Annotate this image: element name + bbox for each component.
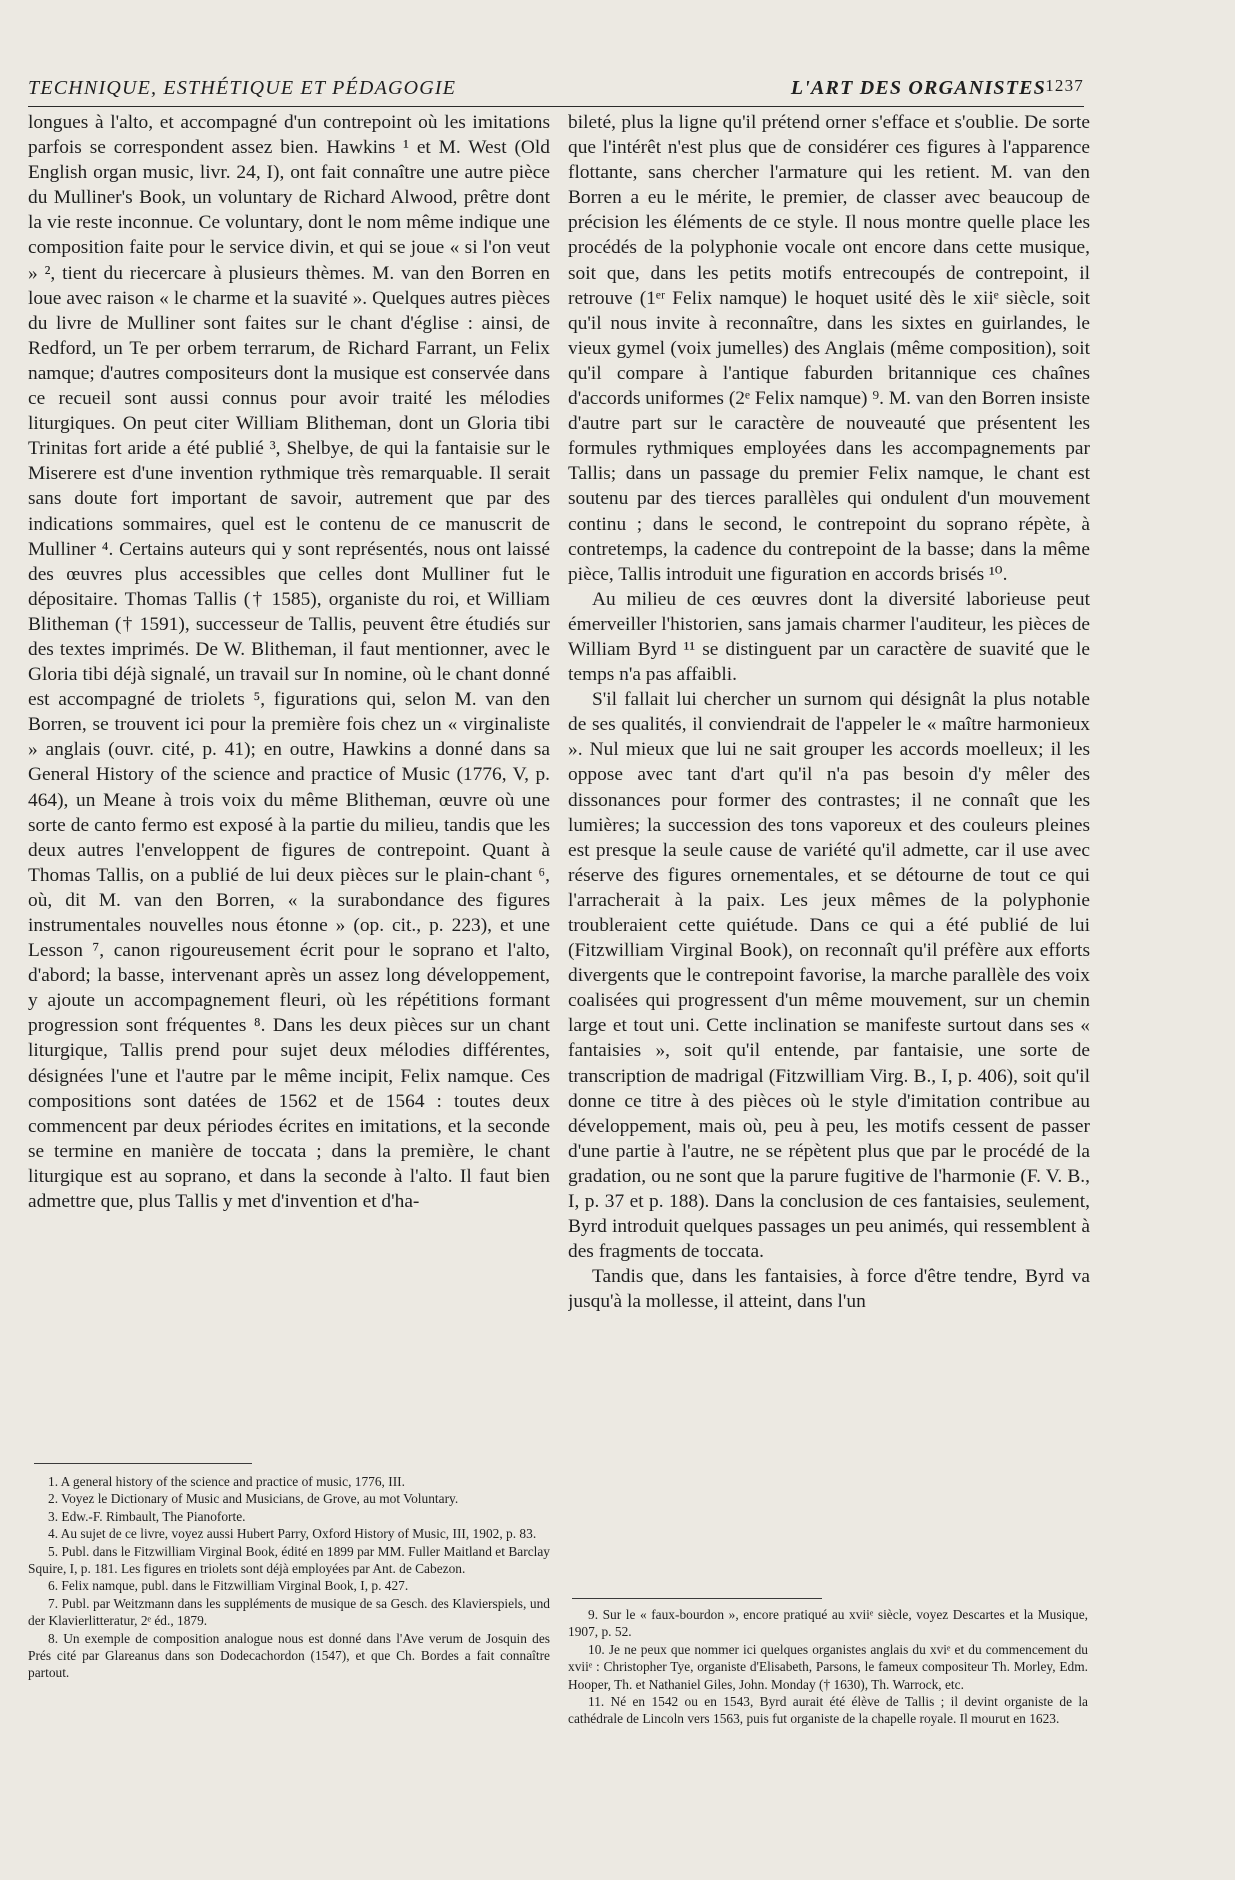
footnote-9: 9. Sur le « faux-bourdon », encore pratiqué au xviiᵉ siècle, voyez Descartes et la Musique, 1907, p. 52.	[568, 1607, 1088, 1640]
footnote-divider-left	[34, 1463, 252, 1464]
footnotes-right	[568, 1606, 1088, 1816]
footnotes-left	[28, 1473, 550, 1813]
footnote-10: 10. Je ne peux que nommer ici quelques organistes anglais du xviᵉ et du commencement du xviiᵉ : Christopher Tye, organiste d'Elisabeth, Parsons, le fameux compositeur Th. Morley, Edm. Hooper, Th. et Nathaniel Giles, John. Monday († 1630), Th. Warrock, etc.	[568, 1641, 1088, 1692]
running-header	[28, 68, 1084, 107]
footnote-7: 7. Publ. par Weitzmann dans les suppléments de musique de sa Gesch. des Klavierspiels, und der Klavierlitteratur, 2ᵉ éd., 1879.	[28, 1595, 550, 1629]
footnote-11: 11. Né en 1542 ou en 1543, Byrd aurait été élève de Tallis ; il devint organiste de la cathédrale de Lincoln vers 1563, puis fut organiste de la chapelle royale. Il mourut en 1623.	[568, 1694, 1088, 1727]
footnote-2: 2. Voyez le Dictionary of Music and Musicians, de Grove, au mot Voluntary.	[48, 1491, 459, 1507]
header-right-title: L'ART DES ORGANISTES	[790, 77, 1046, 99]
right-column	[568, 110, 1090, 1458]
left-paragraph-1: longues à l'alto, et accompagné d'un contrepoint où les imitations parfois se correspondent assez bien. Hawkins ¹ et M. West (Old English organ music, livr. 24, I), ont fait connaître une autre pièce du Mulliner's Book, un voluntary de Richard Alwood, prêtre dont la vie reste inconnue. Ce voluntary, dont le nom même indique une composition faite pour le service divin, et qui se joue « si l'on veut » ², tient du riecercare à plusieurs thèmes. M. van den Borren en loue avec raison « le charme et la suavité ». Quelques autres pièces du livre de Mulliner sont faites sur le chant d'église : ainsi, de Redford, un Te per orbem terrarum, de Richard Farrant, un Felix namque; d'autres compositeurs dont la musique est conservée dans ce recueil sont aussi connus pour avoir traité les mélodies liturgiques. On peut citer William Blitheman, dont un Gloria tibi Trinitas fort aride a été publié ³, Shelbye, de qui la fantaisie sur le Miserere est d'une invention rythmique très remarquable. Il serait sans doute fort important de savoir, autrement que par des indications sommaires, quel est le contenu de ce manuscrit de Mulliner ⁴. Certains auteurs qui y sont représentés, nous ont laissé des œuvres plus accessibles que celles dont Mulliner fut le dépositaire. Thomas Tallis († 1585), organiste du roi, et William Blitheman († 1591), successeur de Tallis, peuvent être étudiés sur des textes imprimés. De W. Blitheman, il faut mentionner, avec le Gloria tibi déjà signalé, un travail sur In nomine, où le chant donné est accompagné de triolets ⁵, figurations qui, selon M. van den Borren, se trouvent ici pour la première fois chez un « virginaliste » anglais (ouvr. cité, p. 41); en outre, Hawkins a donné dans sa General History of the science and practice of Music (1776, V, p. 464), un Meane à trois voix du même Blitheman, œuvre où une sorte de canto fermo est exposé à la partie du milieu, tandis que les deux autres l'enveloppent de figures de contrepoint. Quant à Thomas Tallis, on a publié de lui deux pièces sur le plain-chant ⁶, où, dit M. van den Borren, « la surabondance des figures instrumentales nouvelles nous étonne » (op. cit., p. 223), et une Lesson ⁷, canon rigoureusement écrit pour le soprano et l'alto, d'abord; la basse, intervenant après un assez long développement, y ajoute un accompagnement fleuri, où les répétitions formant progression sont fréquentes ⁸. Dans les deux pièces sur un chant liturgique, Tallis prend pour sujet deux mélodies différentes, désignées l'une et l'autre par le même incipit, Felix namque. Ces compositions sont datées de 1562 et de 1564 : toutes deux commencent par deux périodes écrites en imitations, et la seconde se termine en manière de toccata ; dans la première, le chant liturgique est au soprano, et dans la seconde à l'alto. Il faut bien admettre que, plus Tallis y met d'invention et d'ha-	[28, 112, 550, 1213]
left-column	[28, 110, 550, 1458]
footnote-5: 5. Publ. dans le Fitzwilliam Virginal Book, édité en 1899 par MM. Fuller Maitland et Barclay Squire, I, p. 181. Les figures en triolets sont déjà employées par Ant. de Cabezon.	[28, 1543, 550, 1577]
footnote-6: 6. Felix namque, publ. dans le Fitzwilliam Virginal Book, I, p. 427.	[48, 1578, 409, 1594]
right-paragraph-1: bileté, plus la ligne qu'il prétend orner s'efface et s'oublie. De sorte que l'intérêt n'est plus que de considérer ces figures à l'apparence flottante, sans chercher l'armature qui les retient. M. van den Borren a eu le mérite, le premier, de classer avec beaucoup de précision les éléments de ce style. Il nous montre quelle place les procédés de la polyphonie vocale ont encore dans cette musique, soit que, dans les petits motifs entrecoupés de contrepoint, il retrouve (1ᵉʳ Felix namque) le hoquet usité dès le xiiᵉ siècle, soit qu'il nous invite à reconnaître, dans les sixtes en guirlandes, le vieux gymel (voix jumelles) des Anglais (même composition), soit qu'il compare à l'antique faburden britannique ces chaînes d'accords uniformes (2ᵉ Felix namque) ⁹. M. van den Borren insiste d'autre part sur le caractère de nouveauté que présentent les formules rythmiques employées dans les accompagnements par Tallis; dans un passage du premier Felix namque, le chant est soutenu par des tierces parallèles qui ondulent d'un mouvement continu ; dans le second, le contrepoint du soprano répète, à contretemps, la cadence du contrepoint de la basse; dans la même pièce, Tallis introduit une figuration en accords brisés ¹⁰.	[568, 112, 1090, 585]
header-left-title: TECHNIQUE, ESTHÉTIQUE ET PÉDAGOGIE	[28, 77, 457, 99]
footnote-3: 3. Edw.-F. Rimbault, The Pianoforte.	[48, 1508, 246, 1524]
footnote-1: 1. A general history of the science and practice of music, 1776, III.	[48, 1474, 405, 1489]
footnote-4: 4. Au sujet de ce livre, voyez aussi Hubert Parry, Oxford History of Music, III, 1902, p. 83.	[48, 1526, 537, 1542]
right-paragraph-4: Tandis que, dans les fantaisies, à force d'être tendre, Byrd va jusqu'à la mollesse, il atteint, dans l'un	[568, 1266, 1090, 1313]
footnote-8: 8. Un exemple de composition analogue nous est donné dans l'Ave verum de Josquin des Prés cité par Glareanus dans son Dodecachordon (1547), et que Ch. Bordes a fait connaître partout.	[28, 1630, 550, 1681]
right-paragraph-3: S'il fallait lui chercher un surnom qui désignât la plus notable de ses qualités, il conviendrait de l'appeler le « maître harmonieux ». Nul mieux que lui ne sait grouper les accords moelleux; il les oppose avec tant d'art qu'il n'a pas besoin d'y mêler des dissonances pour former des contrastes; il ne connaît que les lumières; la succession des tons vaporeux et des couleurs pleines est presque la seule cause de variété qu'il admette, car il use avec réserve des figures ornementales, et se détourne de tout ce qui l'arracherait à la paix. Les jeux mêmes de la polyphonie troubleraient cette quiétude. Dans ce qui a été publié de lui (Fitzwilliam Virginal Book), on reconnaît qu'il préfère aux efforts divergents que le contrepoint favorise, la marche parallèle des voix coalisées qui progressent d'un même mouvement, sur un chemin large et tout uni. Cette inclination se manifeste surtout dans ses « fantaisies », soit qu'il entende, par fantaisie, une sorte de transcription de madrigal (Fitzwilliam Virg. B., I, p. 406), soit qu'il donne ce titre à des pièces où le style d'imitation contribue au développement, mais où, peu à peu, les motifs cessent de passer d'une partie à l'autre, ne se répètent plus que par le procédé de la gradation, ou ne sont que la parure fugitive de l'harmonie (F. V. B., I, p. 37 et p. 188). Dans la conclusion de ces fantaisies, seulement, Byrd introduit quelques passages un peu animés, qui ressemblent à des fragments de toccata.	[568, 689, 1090, 1263]
right-paragraph-2: Au milieu de ces œuvres dont la diversité laborieuse peut émerveiller l'historien, sans jamais charmer l'auditeur, les pièces de William Byrd ¹¹ se distinguent par un caractère de suavité que le temps n'a pas affaibli.	[568, 588, 1090, 686]
footnote-divider-right	[572, 1598, 822, 1599]
page-number: 1237	[1045, 76, 1084, 95]
